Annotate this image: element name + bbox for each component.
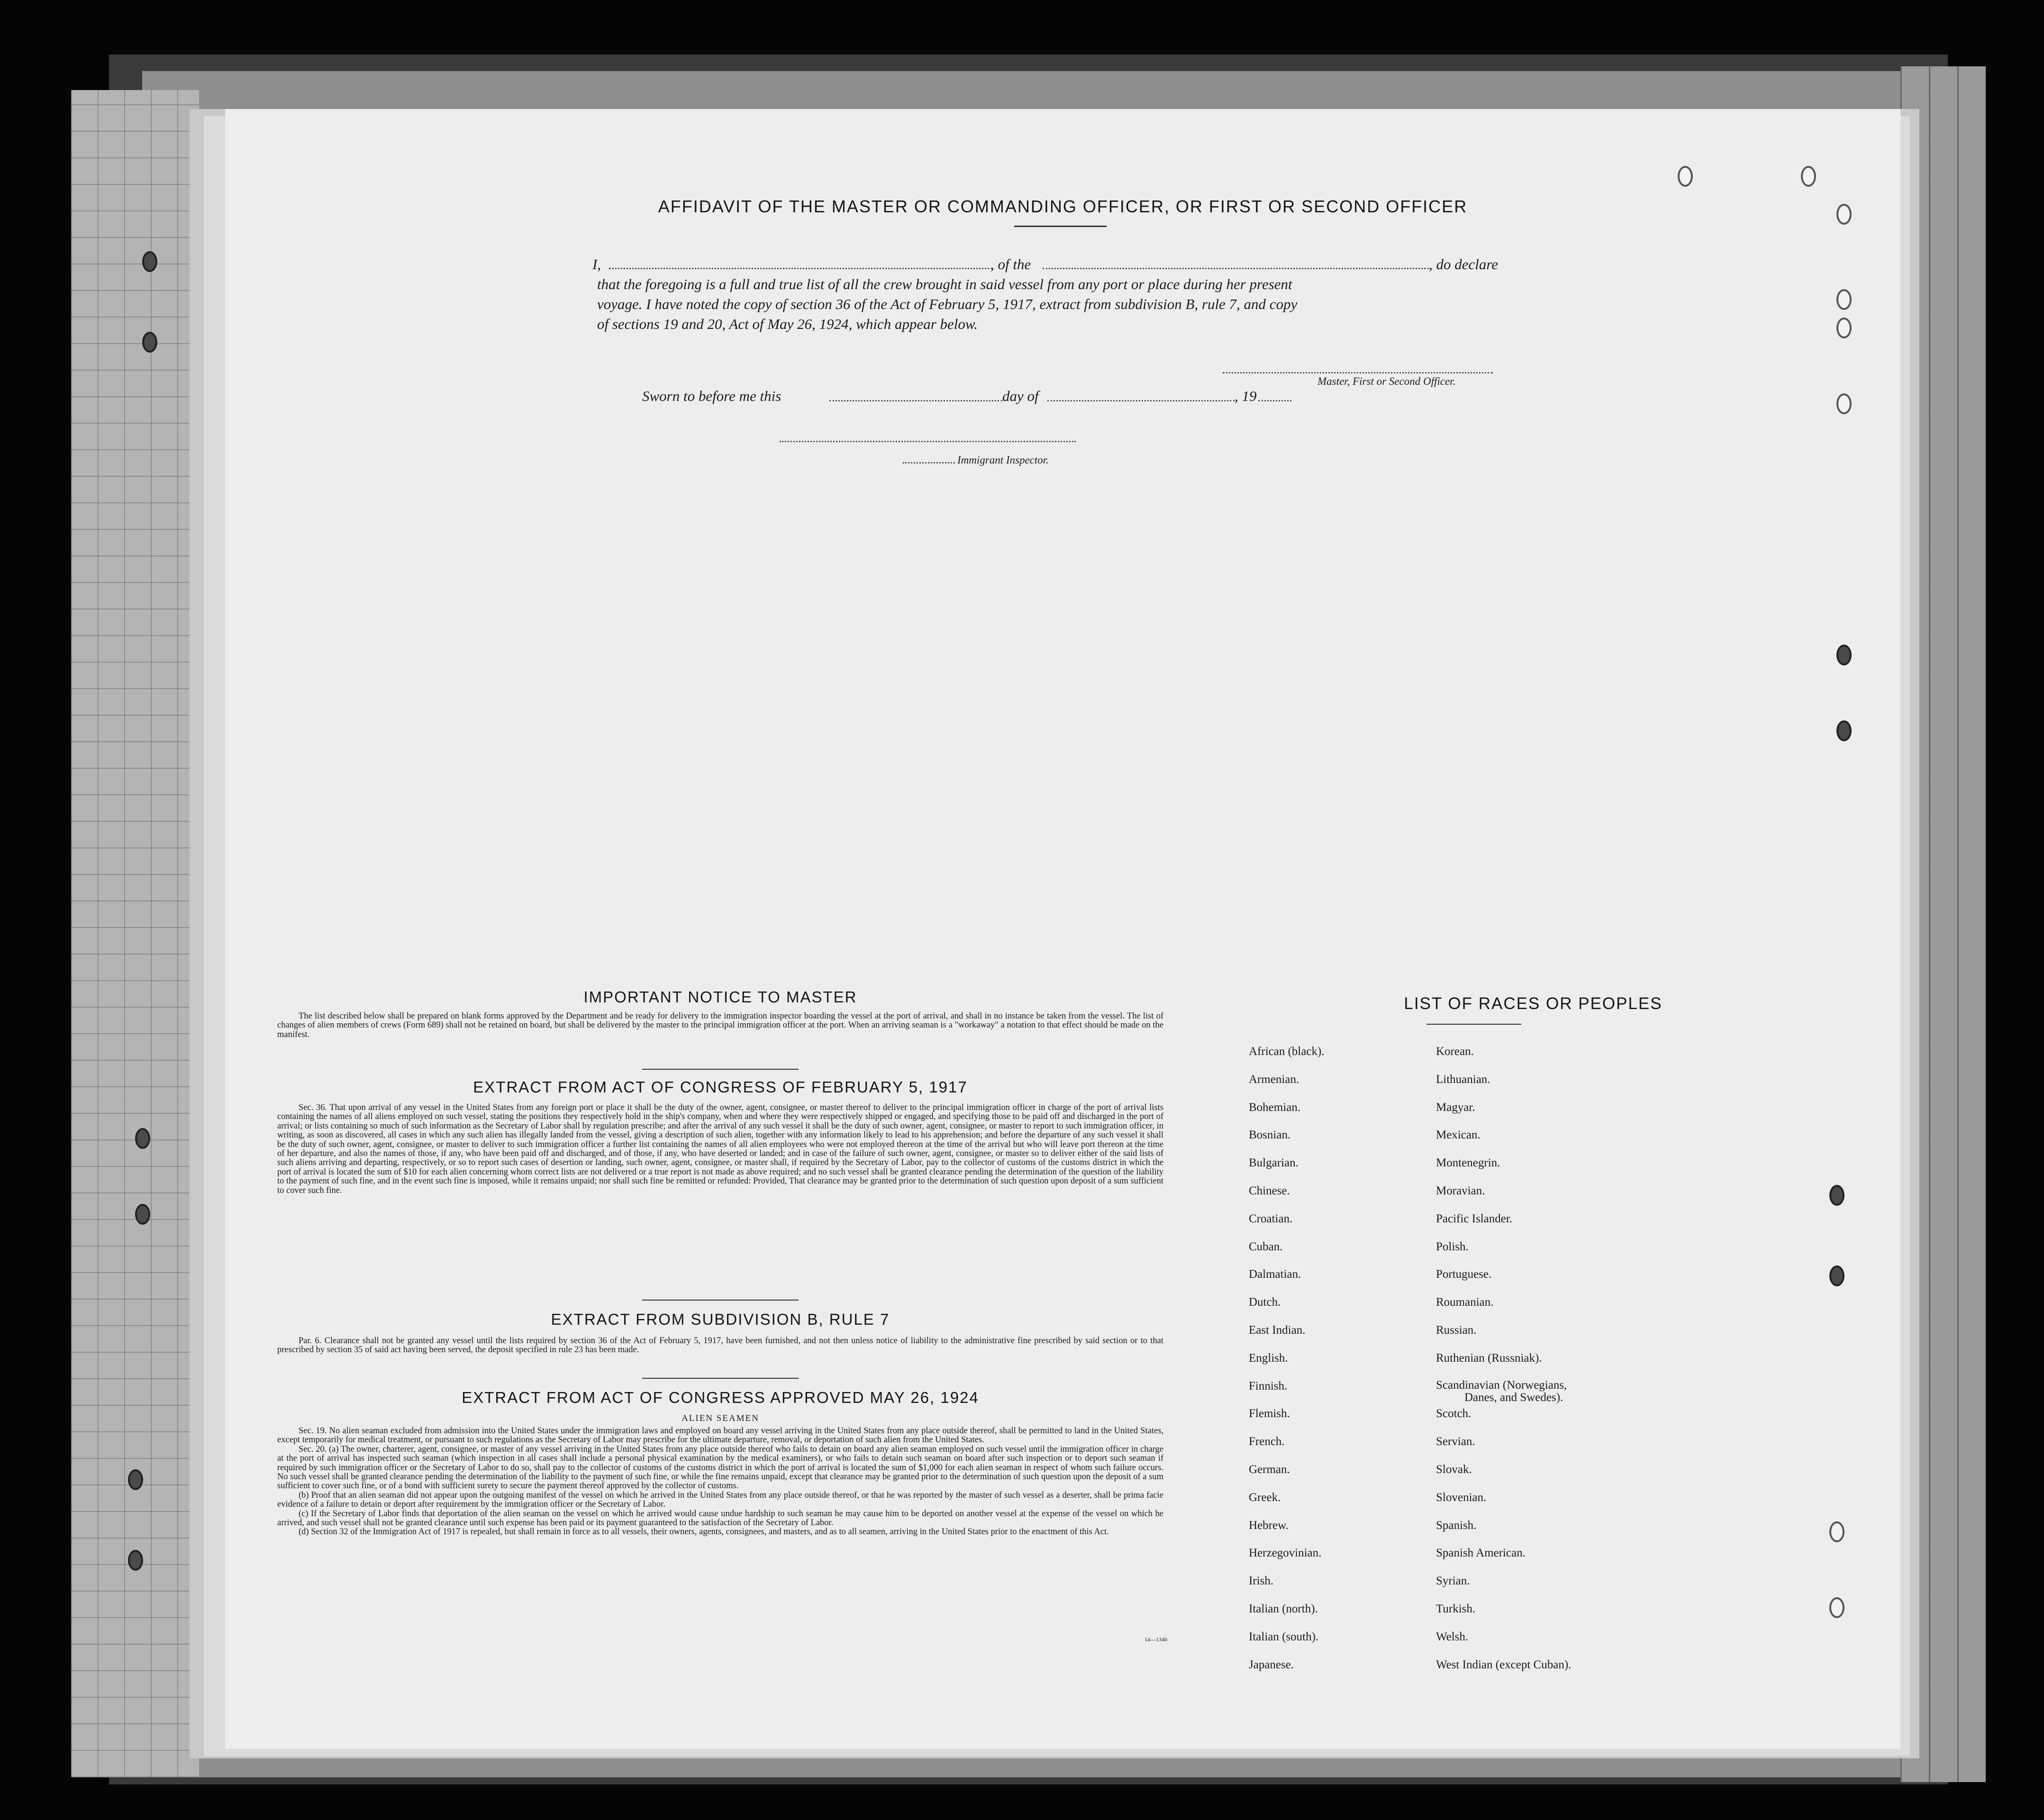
year-label: , 19	[1235, 388, 1257, 404]
race-item: French.	[1249, 1435, 1285, 1448]
form-number: 14—1340	[1145, 1636, 1167, 1643]
binder-hole-icon	[135, 1128, 150, 1149]
punch-hole-icon	[1836, 393, 1852, 414]
binder-hole-icon	[128, 1469, 143, 1490]
inspector-label: Immigrant Inspector.	[957, 454, 1049, 466]
race-item: West Indian (except Cuban).	[1436, 1658, 1572, 1671]
race-item: Montenegrin.	[1436, 1156, 1500, 1170]
affidavit-body-line: voyage. I have noted the copy of section 36 of the Act of February 5, 1917, extract from subdivision B, rule 7, and copy	[597, 296, 1298, 312]
race-item: Armenian.	[1249, 1073, 1299, 1086]
affidavit-body-line: that the foregoing is a full and true list of all the crew brought in said vessel from any port or place during her present	[597, 276, 1292, 292]
master-name-field[interactable]	[609, 268, 993, 269]
race-item: Herzegovinian.	[1249, 1547, 1322, 1560]
race-item: Roumanian.	[1436, 1296, 1494, 1309]
manifest-page	[225, 109, 1900, 1749]
inspector-signature-dots	[903, 462, 955, 464]
race-item: Slovenian.	[1436, 1491, 1487, 1504]
race-item-wrapped	[1436, 1373, 1571, 1404]
race-item: Polish.	[1436, 1240, 1469, 1253]
binder-hole-icon	[135, 1204, 150, 1225]
race-item: Welsh.	[1436, 1630, 1469, 1643]
race-item: Finnish.	[1249, 1379, 1288, 1392]
race-item: Pacific Islander.	[1436, 1212, 1513, 1225]
declare-i-label: I,	[592, 256, 601, 273]
binder-hole-icon	[142, 332, 157, 353]
race-item: Scotch.	[1436, 1407, 1472, 1420]
race-item: Magyar.	[1436, 1101, 1475, 1114]
officer-signature-field[interactable]	[1223, 372, 1493, 373]
punch-hole-icon	[1829, 1265, 1844, 1286]
punch-hole-icon	[1829, 1185, 1844, 1206]
act-1917-title: EXTRACT FROM ACT OF CONGRESS OF FEBRUARY 5, 1917	[473, 1078, 968, 1096]
day-of-label: day of	[1002, 388, 1039, 404]
races-divider	[1426, 1024, 1521, 1025]
section-divider	[642, 1069, 799, 1070]
race-item: Danes, and Swedes).	[1464, 1391, 1563, 1404]
notice-title: IMPORTANT NOTICE TO MASTER	[583, 988, 857, 1006]
race-item: Japanese.	[1249, 1658, 1294, 1671]
race-item: Greek.	[1249, 1491, 1281, 1504]
race-item: Russian.	[1436, 1323, 1477, 1337]
race-item: Ruthenian (Russniak).	[1436, 1351, 1542, 1365]
act-1917-text: Sec. 36. That upon arrival of any vessel in the United States from any foreign port or place it shall be the duty of the owner, agent, consignee, or master thereof to deliver to the principal immigration officer in charge of the port of arrival lists containing the names of all aliens employed on such vessel, stating the positions they respectively hold in the ship's company, when and where they were respectively shipped or engaged, and specifying those to be paid off and discharged in the port of arrival; or lists containing so much of such information as the Secretary of Labor shall by regulation prescribe; and after the arrival of any such vessel it shall be the duty of such owner, agent, consignee, or master to report to such immigration officer, in writing, as soon as discovered, all cases in which any such alien has illegally landed from the vessel, giving a description of such alien, together with any information likely to lead to his apprehension; and before the departure of any such vessel it shall be the duty of such owner, agent, consignee, or master to deliver to such immigration officer a further list containing the names of all alien employees who were not employed thereon at the time of the arrival but who will leave port thereon at the time of her departure, and also the names of those, if any, who have been paid off and discharged, and of those, if any, who have deserted or landed; and in case of the failure of such owner, agent, consignee, or master so to deliver either of the said lists of such aliens arriving and departing, respectively, or so to report such cases of desertion or landing, such owner, agent, consignee, or master shall, if required by the Secretary of Labor, pay to the collector of customs of the customs district in which the port of arrival is located the sum of $10 for each alien concerning whom correct lists are not delivered or a true report is not made as above required; and no such vessel shall be granted clearance pending the determination of the question of the liability to the payment of such fine, and in the event such fine is imposed, while it remains unpaid; nor shall such fine be remitted or refunded: Provided, That clearance may be granted prior to the determination of such question upon deposit of a sum sufficient to cover such fine.	[277, 1103, 1163, 1195]
ruled-page-edge	[71, 90, 199, 1777]
race-item: Italian (north).	[1249, 1602, 1318, 1615]
inspector-signature-field[interactable]	[780, 441, 1076, 442]
race-item: Moravian.	[1436, 1184, 1485, 1197]
act-1924-title: EXTRACT FROM ACT OF CONGRESS APPROVED MAY 26, 1924	[462, 1389, 979, 1406]
race-item: English.	[1249, 1351, 1288, 1365]
notice-text: The list described below shall be prepared on blank forms approved by the Department and be ready for delivery to the immigration inspector boarding the vessel at the port of arrival, and shall in no instance be taken from the vessel. The list of changes of alien members of crews (Form 689) shall not be retained on board, but shall be delivered by the master to the principal immigration officer at the port. When an arriving seaman is a "workaway" a notation to that effect should be made on the manifest.	[277, 1011, 1163, 1039]
title-divider	[1014, 226, 1107, 227]
race-item: Servian.	[1436, 1435, 1475, 1448]
race-item: Spanish.	[1436, 1519, 1477, 1532]
binder-hole-icon	[142, 251, 157, 272]
punch-hole-icon	[1836, 720, 1852, 741]
race-item: Mexican.	[1436, 1128, 1481, 1142]
race-item: Syrian.	[1436, 1574, 1470, 1588]
race-item: Bosnian.	[1249, 1128, 1291, 1142]
punch-hole-icon	[1829, 1597, 1844, 1618]
race-item: Cuban.	[1249, 1240, 1283, 1253]
of-the-label: , of the	[990, 256, 1031, 273]
binder-hole-icon	[128, 1550, 143, 1571]
race-item: Bulgarian.	[1249, 1156, 1299, 1170]
race-item: Irish.	[1249, 1574, 1274, 1588]
race-item: Spanish American.	[1436, 1547, 1526, 1560]
race-item: Portuguese.	[1436, 1268, 1492, 1281]
race-item: African (black).	[1249, 1045, 1325, 1058]
races-left-column	[1249, 1038, 1325, 1679]
punch-hole-icon	[1678, 166, 1693, 187]
race-item: Flemish.	[1249, 1407, 1290, 1420]
race-item: Korean.	[1436, 1045, 1474, 1058]
races-title: LIST OF RACES OR PEOPLES	[1404, 994, 1662, 1013]
race-item: Croatian.	[1249, 1212, 1293, 1225]
race-item: Chinese.	[1249, 1184, 1290, 1197]
section-divider	[642, 1378, 799, 1379]
officer-signature-label: Master, First or Second Officer.	[1317, 375, 1456, 387]
punch-hole-icon	[1801, 166, 1816, 187]
vessel-name-field[interactable]	[1043, 268, 1429, 269]
rule-7-title: EXTRACT FROM SUBDIVISION B, RULE 7	[551, 1310, 890, 1328]
alien-seamen-subtitle: ALIEN SEAMEN	[681, 1413, 759, 1423]
punch-hole-icon	[1836, 318, 1852, 338]
race-item: Hebrew.	[1249, 1519, 1289, 1532]
race-item: German.	[1249, 1463, 1290, 1476]
punch-hole-icon	[1836, 645, 1852, 665]
race-item: Slovak.	[1436, 1463, 1472, 1476]
race-item: Bohemian.	[1249, 1101, 1301, 1114]
sworn-label: Sworn to before me this	[642, 388, 781, 404]
sworn-month-field[interactable]	[1047, 400, 1235, 401]
races-right-column	[1436, 1038, 1571, 1679]
race-item: Lithuanian.	[1436, 1073, 1490, 1086]
act-1924-text: Sec. 19. No alien seaman excluded from admission into the United States under the immigration laws and employed on board any vessel arriving in the United States from any place outside thereof, shall be permitted to land in the United States, except temporarily for medical treatment, or pursuant to such regulations as the Secretary of Labor may prescribe for the ultimate departure, removal, or deportation of such alien from the United States. Sec. 20. (a) The owner, charterer, agent, consignee, or master of any vessel arriving in the United States from any place outside thereof who fails to detain on board any alien seaman employed on such vessel until the immigration officer in charge at the port of arrival has inspected such seaman (which inspection in all cases shall include a personal physical examination by the medical examiners), or who fails to detain such seaman on board after such inspection or to deport such seaman if required by such immigration officer or the Secretary of Labor to do so, shall pay to the collector of customs of the customs district in which the port of arrival is located the sum of $1,000 for each alien seaman in respect of whom such failure occurs. No such vessel shall be granted clearance pending the determination of the liability to the payment of such fine, or while the fine remains unpaid, except that clearance may be granted prior to the determination of such question upon the deposit of a sum sufficient to cover such fine, or of a bond with sufficient surety to secure the payment thereof approved by the collector of customs. (b) Proof that an alien seaman did not appear upon the outgoing manifest of the vessel on which he arrived in the United States from any place outside thereof, or that he was reported by the master of such vessel as a deserter, shall be prima facie evidence of a failure to detain or deport after requirement by the immigration officer or the Secretary of Labor. (c) If the Secretary of Labor finds that deportation of the alien seaman on the vessel on which he arrived would cause undue hardship to such seaman he may cause him to be deported on another vessel at the expense of the vessel on which he arrived, and such vessel shall not be granted clearance until such expense has been paid or its payment guaranteed to the satisfaction of the Secretary of Labor. (d) Section 32 of the Immigration Act of 1917 is repealed, but shall remain in force as to all vessels, their owners, agents, consignees, and masters, and as to all seamen, arriving in the United States prior to the enactment of this Act.	[277, 1426, 1163, 1537]
do-declare-label: , do declare	[1429, 256, 1499, 273]
section-divider	[642, 1300, 799, 1301]
affidavit-title: AFFIDAVIT OF THE MASTER OR COMMANDING OFFICER, OR FIRST OR SECOND OFFICER	[658, 197, 1468, 216]
rule-7-text: Par. 6. Clearance shall not be granted any vessel until the lists required by section 36 of the Act of February 5, 1917, have been furnished, and not then unless notice of liability to the administrative fine prescribed by said section or to that prescribed by section 35 of said act having been served, the deposit specified in rule 23 has been made.	[277, 1336, 1163, 1355]
punch-hole-icon	[1836, 289, 1852, 310]
sworn-day-field[interactable]	[829, 400, 1002, 401]
race-item: Turkish.	[1436, 1602, 1476, 1615]
race-item: East Indian.	[1249, 1323, 1306, 1337]
affidavit-body-line: of sections 19 and 20, Act of May 26, 1924, which appear below.	[597, 316, 978, 332]
punch-hole-icon	[1829, 1521, 1844, 1542]
race-item: Dalmatian.	[1249, 1268, 1301, 1281]
race-item: Dutch.	[1249, 1296, 1281, 1309]
race-item: Italian (south).	[1249, 1630, 1319, 1643]
race-item: Scandinavian (Norwegians,	[1436, 1378, 1567, 1392]
sworn-year-field[interactable]	[1258, 400, 1291, 401]
